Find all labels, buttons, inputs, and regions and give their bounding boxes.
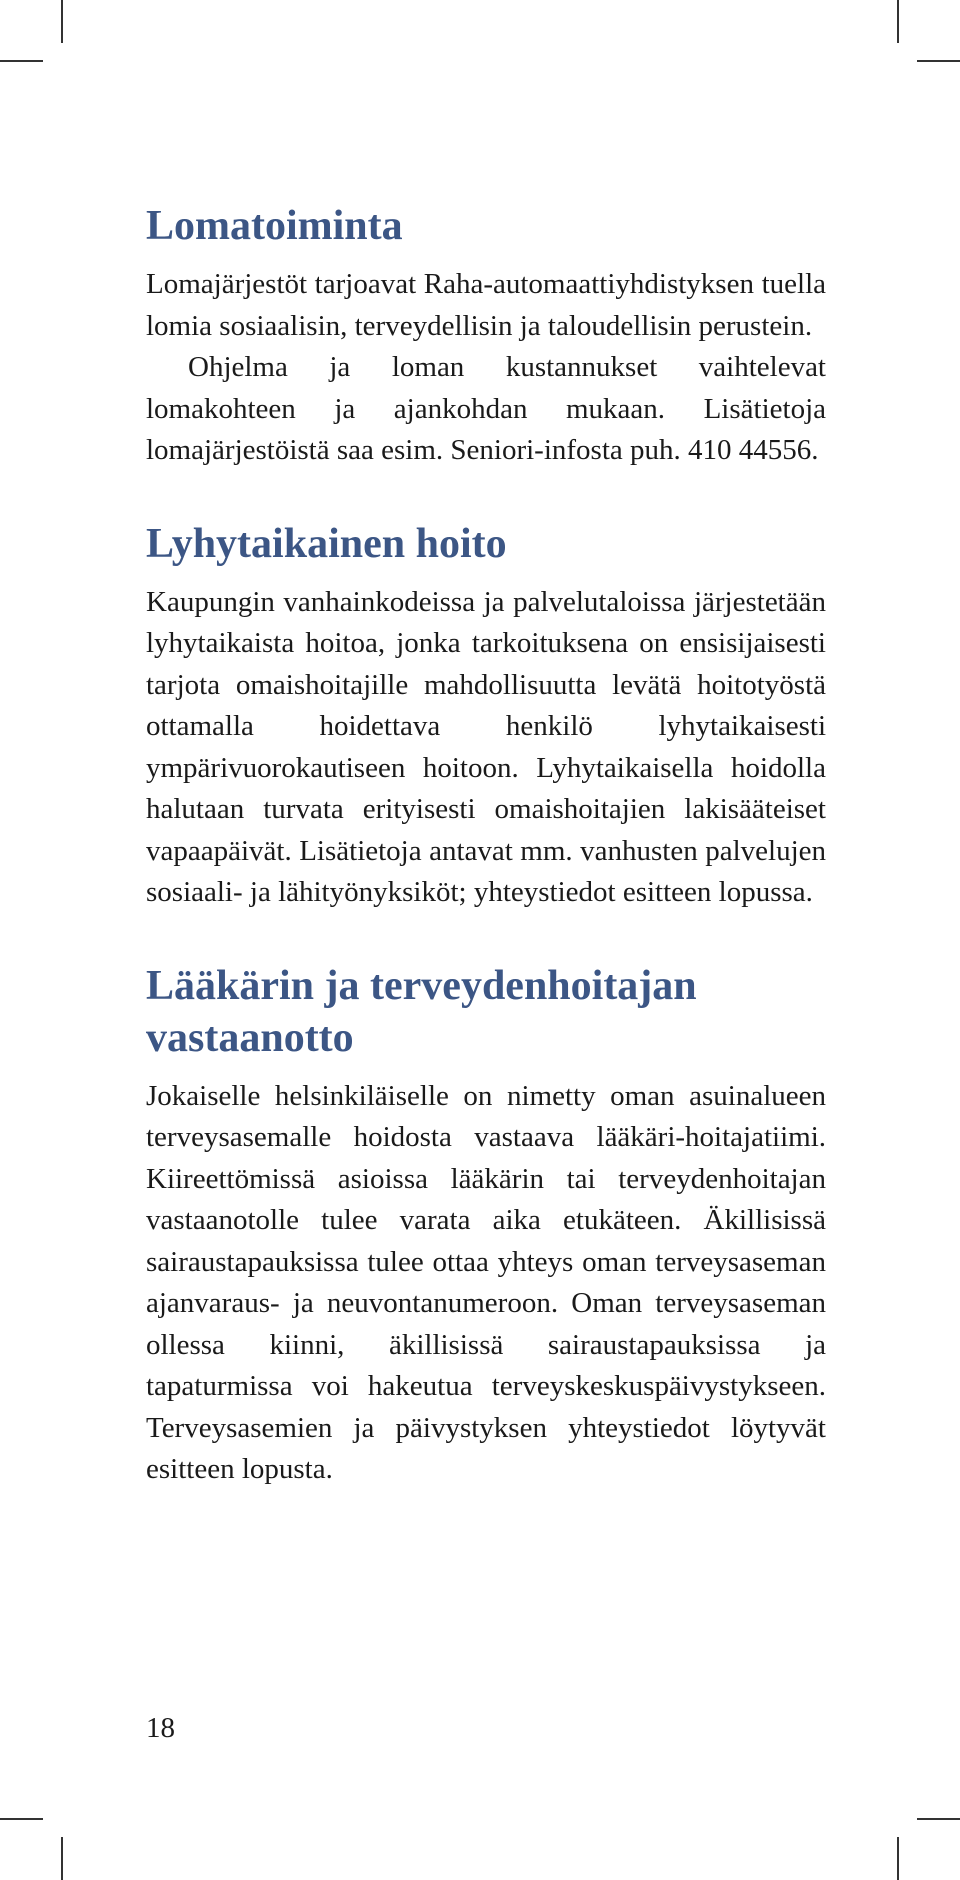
paragraph: Kaupungin vanhainkodeissa ja palvelutaloissa järjestetään lyhytaikaista hoitoa, jonka tarkoituksena on ensisijaisesti tarjota omaishoitajille mahdollisuutta levätä hoitotyöstä ottamalla hoidettava henkilö lyhytaikaisesti ympärivuorokautiseen hoitoon. Lyhytaikaisella hoidolla halutaan turvata erityisesti omaishoitajien lakisääteiset vapaapäivät. Lisätietoja antavat mm. vanhusten palvelujen sosiaali- ja lähityönyksiköt; yhteystiedot esitteen lopussa.: [146, 585, 826, 908]
crop-mark-bottom-left: [61, 1837, 63, 1880]
section-heading: Lääkärin ja terveydenhoitajan vastaanotto: [146, 962, 697, 1061]
page-number: 18: [146, 1712, 175, 1744]
section-laakarin-vastaanotto: [146, 960, 826, 1491]
crop-mark-top-right-h: [917, 60, 960, 62]
crop-mark-bottom-right: [897, 1837, 899, 1880]
section-heading: Lyhytaikainen hoito: [146, 520, 507, 567]
crop-mark-bottom-right-h: [917, 1818, 960, 1820]
section-lyhytaikainen-hoito: [146, 518, 826, 914]
paragraph: Jokaiselle helsinkiläiselle on nimetty oman asuinalueen terveysasemalle hoidosta vastaava lääkäri-hoitajatiimi. Kiireettömissä asioissa lääkärin tai terveydenhoitajan vastaanotolle tulee varata aika etukäteen. Äkillisissä sairaustapauksissa tulee ottaa yhteys oman terveysaseman ajanvaraus- ja neuvontanumeroon. Oman terveysaseman ollessa kiinni, äkillisissä sairaustapauksissa ja tapaturmissa voi hakeutua terveyskeskuspäivystykseen. Terveysasemien ja päivystyksen yhteystiedot löytyvät esitteen lopusta.: [146, 1079, 826, 1485]
section-heading: Lomatoiminta: [146, 203, 403, 249]
page-content: [146, 200, 826, 1537]
paragraph: Ohjelma ja loman kustannukset vaihtelevat lomakohteen ja ajankohdan mukaan. Lisätietoja lomajärjestöistä saa esim. Seniori-infosta puh. 410 44556.: [146, 351, 826, 466]
crop-mark-bottom-left-h: [0, 1818, 43, 1820]
crop-mark-top-right: [897, 0, 899, 43]
section-lomatoiminta: [146, 200, 826, 472]
crop-mark-top-left-h: [0, 60, 43, 62]
paragraph: Lomajärjestöt tarjoavat Raha-automaattiyhdistyksen tuella lomia sosiaalisin, terveydellisin ja taloudellisin perustein.: [146, 268, 826, 342]
crop-mark-top-left: [61, 0, 63, 43]
